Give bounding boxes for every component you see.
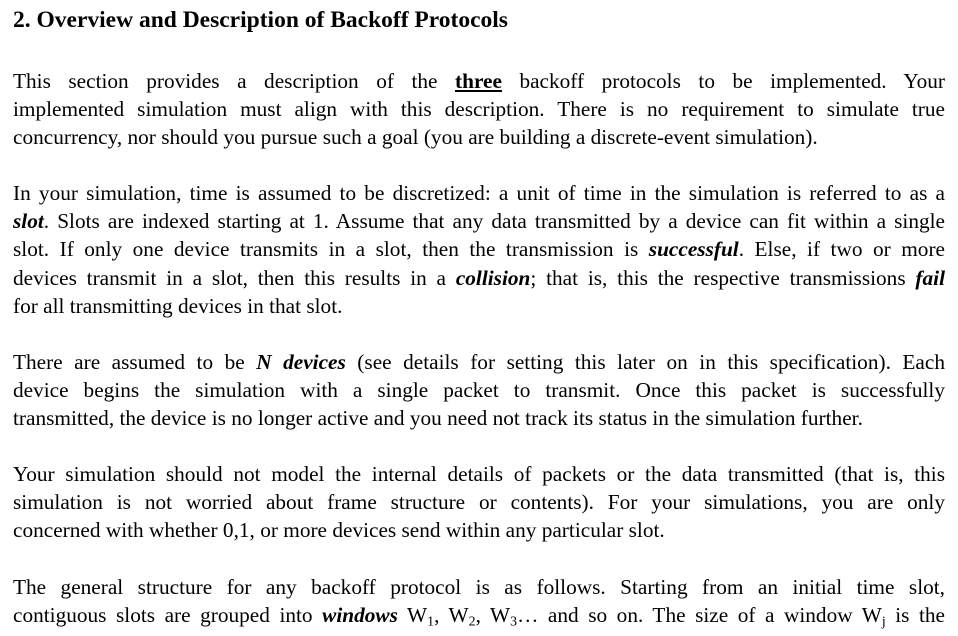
paragraph-packets [13, 460, 945, 545]
term-collision: collision [455, 265, 531, 290]
subscript: 3 [510, 613, 518, 629]
text-line: concerned with whether 0,1, or more devices send within any particular slot. [13, 518, 665, 543]
text-line: In your simulation, time is assumed to be discretized: a unit of time in the simulation is referred to as a [13, 181, 945, 205]
text-line: There are assumed to be N devices (see details for setting this later on in this specification). Each [13, 350, 945, 374]
text-line: Your simulation should not model the internal details of packets or the data transmitted (that is, this [13, 462, 945, 486]
subscript: j [881, 613, 886, 629]
text-line: devices transmit in a slot, then this results in a collision; that is, this the respective transmissions fail [13, 265, 945, 290]
term-successful: successful [648, 237, 739, 262]
text-line: for all transmitting devices in that slot. [13, 293, 343, 318]
paragraph-windows [13, 573, 945, 629]
term-fail: fail [915, 265, 945, 290]
text-line: implemented simulation must align with this description. There is no requirement to simulate true [13, 97, 945, 122]
subscript: 1 [427, 613, 435, 629]
term-slot: slot [13, 209, 44, 234]
document-page [13, 0, 945, 636]
text-line: slot. Slots are indexed starting at 1. Assume that any data transmitted by a device can fit within a single [13, 209, 945, 234]
text-line: slot. If only one device transmits in a slot, then the transmission is successful. Else, if two or more [13, 237, 945, 262]
text-line: This section provides a description of the three backoff protocols to be implemented. Your [13, 69, 945, 93]
paragraph-intro [13, 67, 945, 152]
paragraph-time-slots [13, 179, 945, 320]
section-heading: 2. Overview and Description of Backoff Protocols [13, 7, 508, 33]
text-line: The general structure for any backoff protocol is as follows. Starting from an initial time slot, [13, 575, 945, 599]
text-line: contiguous slots are grouped into windows $W_1$, $W_2$, $W_3\dots$ and so on. The size of a window $W_j$ is the [13, 603, 945, 629]
text-line: concurrency, nor should you pursue such a goal (you are building a discrete-event simulation). [13, 125, 818, 150]
term-n-devices: N devices [256, 350, 346, 374]
subscript: 2 [468, 613, 476, 629]
emphasis-three: three [455, 69, 502, 93]
text-line: device begins the simulation with a single packet to transmit. Once this packet is successfully [13, 378, 945, 403]
term-windows: windows [322, 603, 398, 628]
text-line: transmitted, the device is no longer active and you need not track its status in the simulation further. [13, 406, 863, 431]
paragraph-devices [13, 348, 945, 433]
text-line: simulation is not worried about frame structure or contents). For your simulations, you are only [13, 490, 945, 515]
